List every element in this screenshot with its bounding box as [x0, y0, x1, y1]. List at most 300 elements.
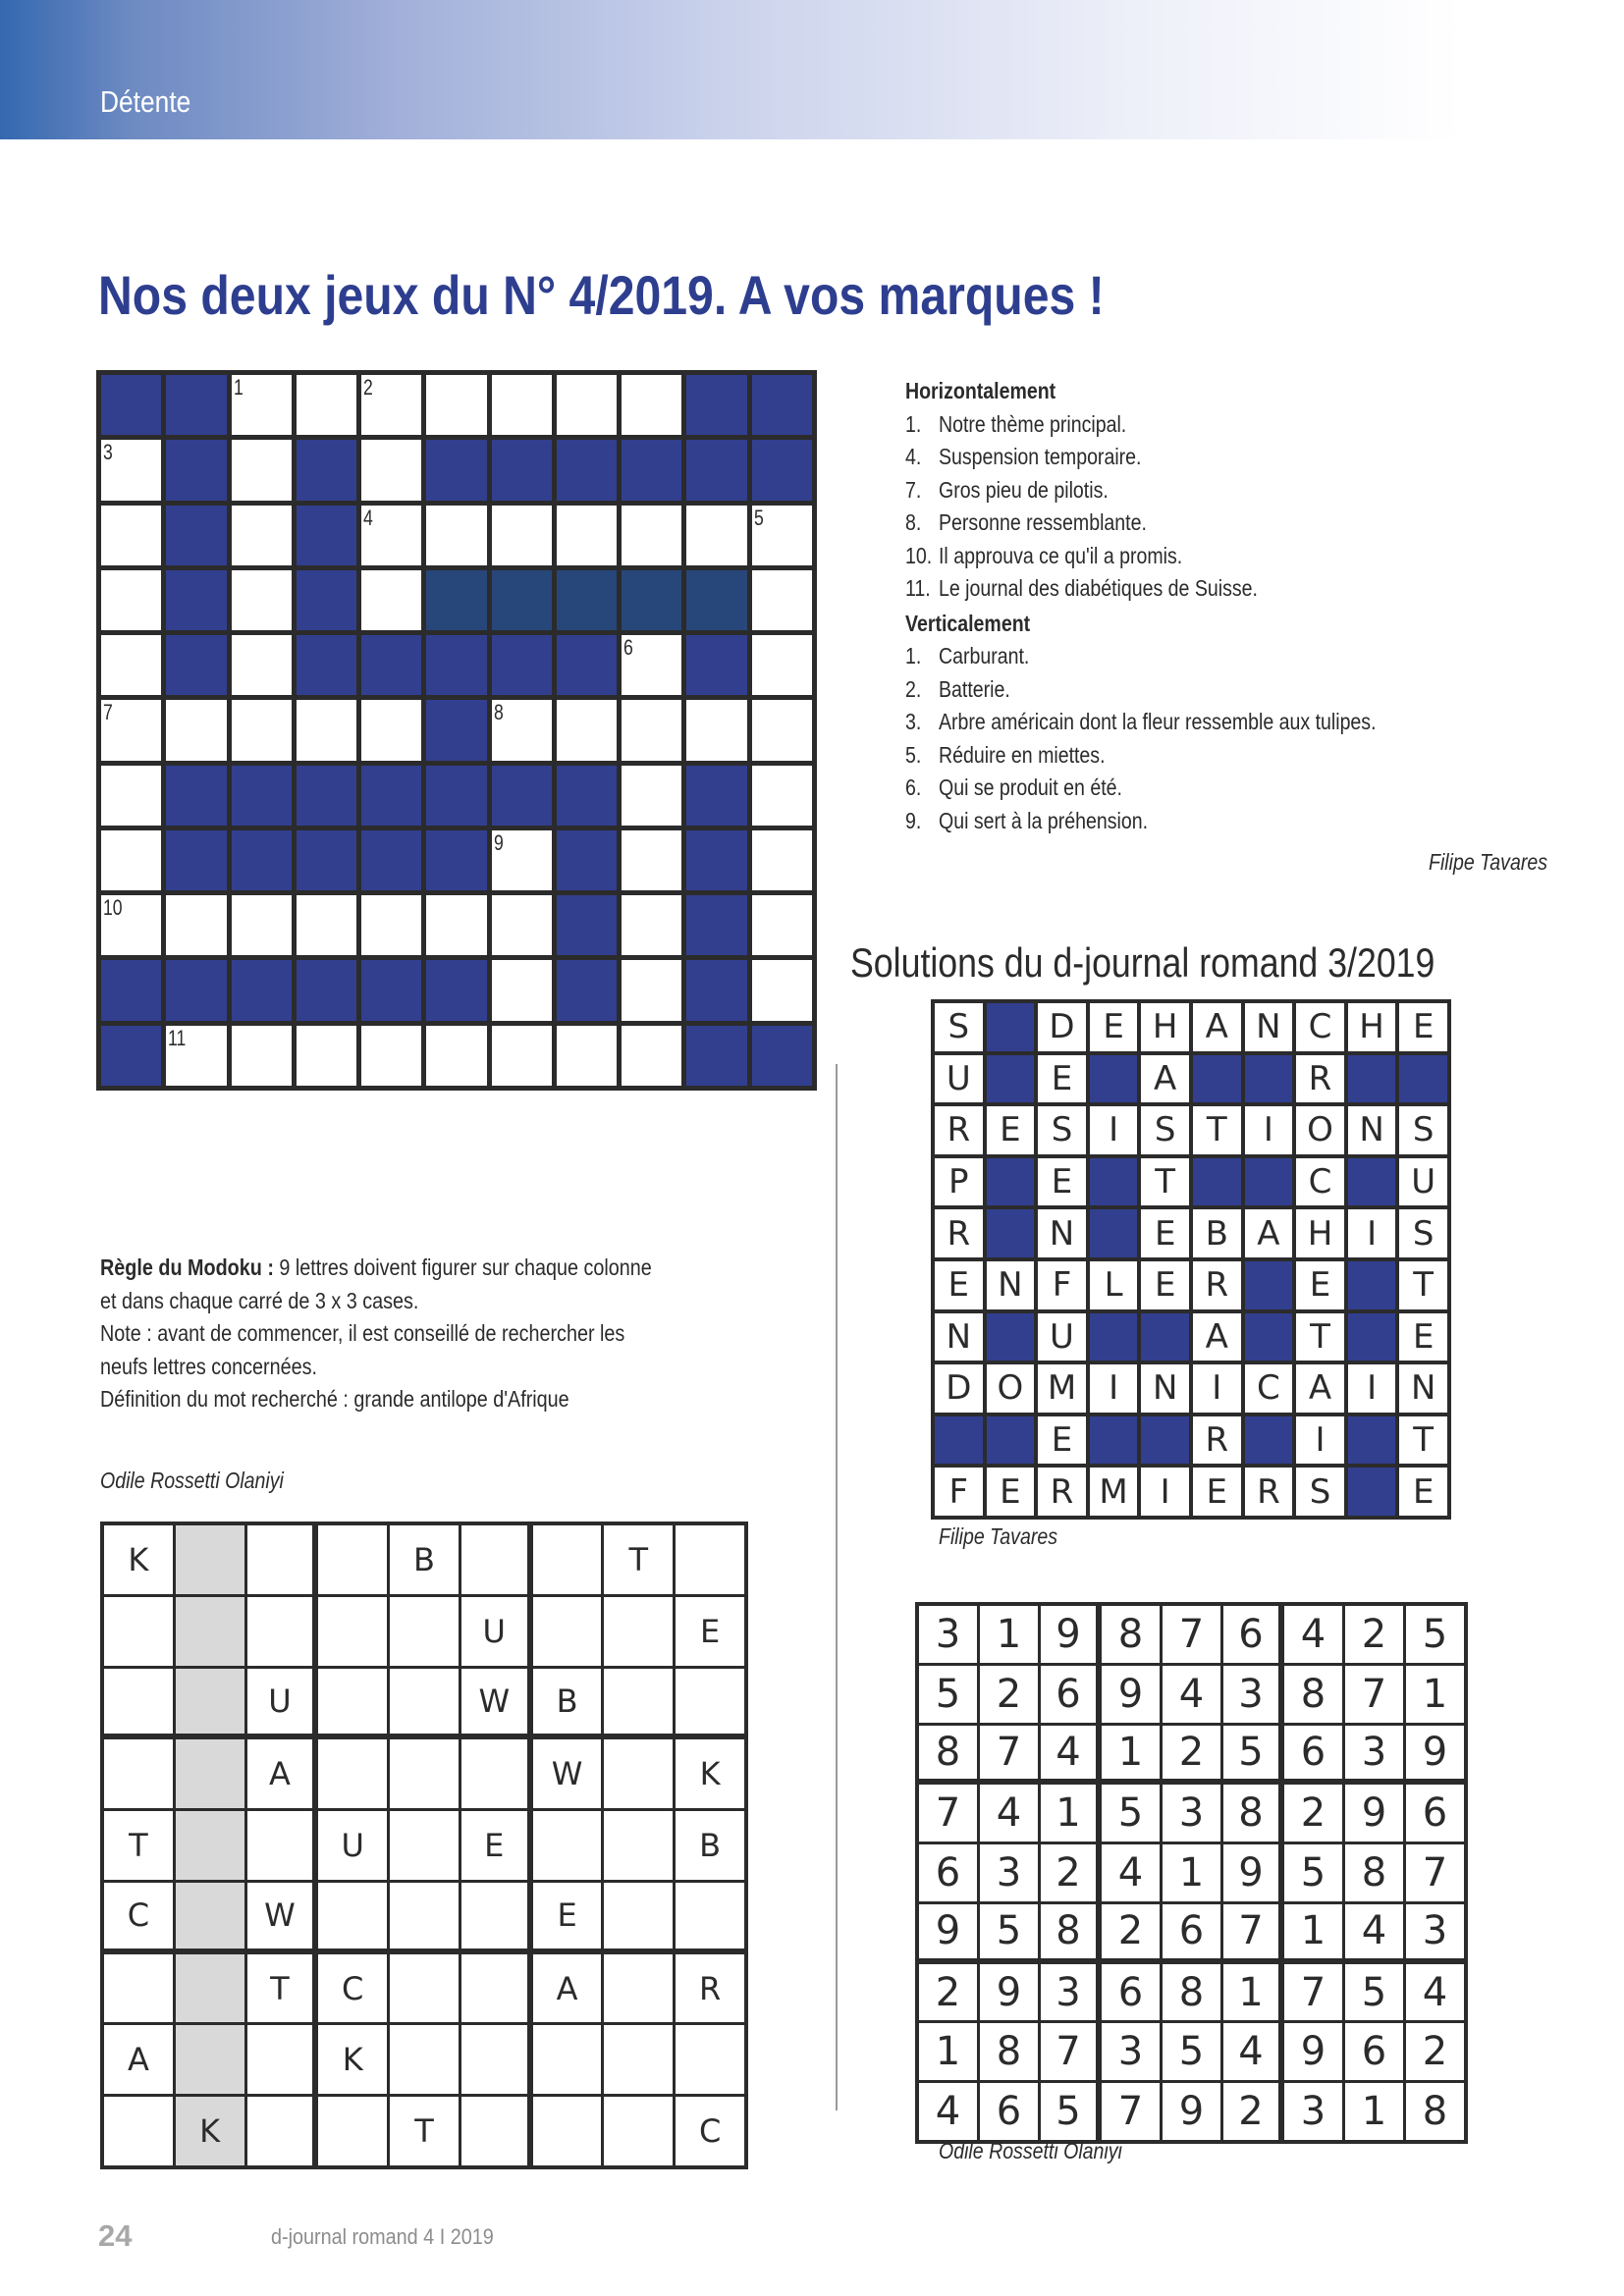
- modoku-cell[interactable]: [318, 1669, 387, 1735]
- modoku-cell[interactable]: [461, 1525, 527, 1594]
- solution-cell: C: [1296, 1158, 1344, 1206]
- modoku-cell[interactable]: [247, 1525, 313, 1594]
- solution-block: [987, 1055, 1035, 1103]
- modoku-cell[interactable]: [318, 2097, 387, 2165]
- modoku-cell[interactable]: T: [604, 1525, 673, 1594]
- modoku-cell[interactable]: [390, 1739, 459, 1808]
- sudoku-cell: 8: [980, 2023, 1038, 2080]
- clue-item-text: Le journal des diabétiques de Suisse.: [939, 575, 1258, 601]
- crossword-block: [166, 375, 226, 435]
- modoku-cell[interactable]: [533, 1811, 602, 1880]
- crossword-grid[interactable]: [96, 370, 817, 1091]
- modoku-cell[interactable]: [176, 2025, 244, 2094]
- solution-cell: F: [1038, 1261, 1086, 1309]
- crossword-block: [101, 1026, 161, 1086]
- modoku-note-line1: Note : avant de commencer, il est conseillé de rechercher les: [100, 1320, 625, 1346]
- modoku-cell[interactable]: [318, 1883, 387, 1949]
- crossword-cell[interactable]: [232, 635, 292, 695]
- crossword-cell[interactable]: [622, 375, 681, 435]
- crossword-cell[interactable]: [166, 1026, 226, 1086]
- clue-item-text: Il approuva ce qu'il a promis.: [939, 542, 1183, 568]
- sudoku-cell: 1: [1284, 1904, 1342, 1958]
- modoku-cell[interactable]: C: [676, 2097, 744, 2165]
- crossword-block: [426, 570, 486, 630]
- crossword-cell[interactable]: [622, 1026, 681, 1086]
- solution-block: [1348, 1158, 1396, 1206]
- crossword-block: [752, 440, 812, 500]
- clue-item-number: 7.: [905, 476, 922, 503]
- crossword-cell[interactable]: [361, 506, 421, 565]
- sudoku-cell: 5: [1406, 1606, 1464, 1663]
- crossword-cell[interactable]: [166, 700, 226, 760]
- solution-cell: T: [1399, 1261, 1447, 1309]
- clue-item: [905, 572, 1489, 606]
- clue-item-number: 6.: [905, 774, 922, 800]
- crossword-cell[interactable]: [557, 1026, 617, 1086]
- modoku-cell[interactable]: [676, 1525, 744, 1594]
- solution-cell: I: [1090, 1106, 1138, 1154]
- modoku-cell[interactable]: [461, 1883, 527, 1949]
- modoku-cell[interactable]: A: [533, 1954, 602, 2023]
- crossword-cell[interactable]: [686, 506, 746, 565]
- solution-cell: E: [1193, 1468, 1241, 1516]
- crossword-cell[interactable]: [297, 1026, 356, 1086]
- modoku-cell[interactable]: W: [247, 1883, 313, 1949]
- modoku-cell[interactable]: [104, 1739, 173, 1808]
- crossword-cell[interactable]: [622, 635, 681, 695]
- crossword-block: [297, 960, 356, 1020]
- sudoku-cell: 8: [1041, 1904, 1096, 1958]
- modoku-cell[interactable]: [104, 1954, 173, 2023]
- solution-cell: A: [1141, 1055, 1189, 1103]
- crossword-block: [492, 570, 552, 630]
- clue-number: 10: [103, 895, 123, 921]
- modoku-cell[interactable]: [676, 2025, 744, 2094]
- modoku-author: Odile Rossetti Olaniyi: [100, 1468, 284, 1493]
- crossword-block: [297, 506, 356, 565]
- modoku-cell[interactable]: [390, 1954, 459, 2023]
- modoku-cell[interactable]: [176, 1525, 244, 1594]
- crossword-block: [492, 766, 552, 826]
- clue-item-text: Carburant.: [939, 643, 1030, 668]
- crossword-cell[interactable]: [752, 700, 812, 760]
- sudoku-cell: 6: [919, 1844, 977, 1901]
- crossword-block: [101, 375, 161, 435]
- crossword-cell[interactable]: [361, 375, 421, 435]
- sudoku-cell: 7: [1284, 1964, 1342, 2021]
- crossword-cell[interactable]: [622, 700, 681, 760]
- modoku-cell[interactable]: A: [104, 2025, 173, 2094]
- modoku-cell[interactable]: B: [390, 1525, 459, 1594]
- crossword-cell[interactable]: [752, 506, 812, 565]
- crossword-cell[interactable]: [492, 1026, 552, 1086]
- crossword-cell[interactable]: [101, 570, 161, 630]
- solution-block: [987, 1003, 1035, 1051]
- solution-cell: A: [1193, 1313, 1241, 1362]
- crossword-block: [686, 635, 746, 695]
- crossword-block: [426, 960, 486, 1020]
- crossword-cell[interactable]: [297, 700, 356, 760]
- solution-block: [1348, 1468, 1396, 1516]
- modoku-cell[interactable]: U: [247, 1669, 313, 1735]
- sudoku-cell: 1: [1223, 1964, 1278, 2021]
- crossword-cell[interactable]: [492, 375, 552, 435]
- sudoku-cell: 3: [1345, 1726, 1403, 1780]
- clue-item: [905, 441, 1489, 474]
- modoku-cell[interactable]: [604, 2097, 673, 2165]
- modoku-cell[interactable]: [461, 1954, 527, 2023]
- crossword-cell[interactable]: [686, 700, 746, 760]
- crossword-cell[interactable]: [752, 895, 812, 955]
- modoku-cell[interactable]: K: [676, 1739, 744, 1808]
- clue-number: 11: [168, 1025, 187, 1050]
- modoku-cell[interactable]: [461, 2025, 527, 2094]
- solution-cell: U: [935, 1055, 983, 1103]
- crossword-cell[interactable]: [166, 895, 226, 955]
- sudoku-cell: 2: [1223, 2083, 1278, 2140]
- modoku-note-line2: neufs lettres concernées.: [100, 1353, 318, 1379]
- crossword-block: [752, 1026, 812, 1086]
- sudoku-cell: 4: [1406, 1964, 1464, 2021]
- modoku-cell[interactable]: [676, 1883, 744, 1949]
- solution-cell: E: [1296, 1261, 1344, 1309]
- solution-cell: A: [1193, 1003, 1241, 1051]
- solution-cell: T: [1193, 1106, 1241, 1154]
- modoku-cell[interactable]: [318, 1739, 387, 1808]
- solution-cell: E: [1399, 1468, 1447, 1516]
- clue-number: 2: [363, 375, 373, 400]
- clue-number: 6: [623, 635, 633, 661]
- solution-block: [1193, 1055, 1241, 1103]
- clue-item-text: Batterie.: [939, 675, 1010, 702]
- modoku-cell[interactable]: W: [533, 1739, 602, 1808]
- modoku-cell[interactable]: E: [676, 1597, 744, 1666]
- solution-cell: O: [1296, 1106, 1344, 1154]
- clue-item-text: Qui se produit en été.: [939, 774, 1122, 800]
- crossword-cell[interactable]: [426, 506, 486, 565]
- sudoku-cell: 7: [919, 1785, 977, 1842]
- sudoku-cell: 4: [1163, 1666, 1220, 1723]
- solution-block: [1399, 1055, 1447, 1103]
- crossword-cell[interactable]: [232, 506, 292, 565]
- crossword-cell[interactable]: [361, 895, 421, 955]
- sudoku-cell: 1: [1406, 1666, 1464, 1723]
- crossword-block: [297, 635, 356, 695]
- crossword-cell[interactable]: [232, 895, 292, 955]
- crossword-block: [166, 506, 226, 565]
- solution-cell: U: [1038, 1313, 1086, 1362]
- crossword-cell[interactable]: [622, 830, 681, 890]
- crossword-cell[interactable]: [426, 1026, 486, 1086]
- modoku-cell[interactable]: [604, 2025, 673, 2094]
- crossword-block: [686, 1026, 746, 1086]
- modoku-cell[interactable]: [533, 2097, 602, 2165]
- crossword-cell[interactable]: [101, 635, 161, 695]
- crossword-block: [361, 960, 421, 1020]
- crossword-block: [426, 700, 486, 760]
- sudoku-cell: 1: [980, 1606, 1038, 1663]
- crossword-block: [166, 440, 226, 500]
- solution-cell: C: [1245, 1364, 1293, 1413]
- modoku-cell[interactable]: [604, 1954, 673, 2023]
- crossword-cell[interactable]: [752, 830, 812, 890]
- crossword-cell[interactable]: [361, 700, 421, 760]
- crossword-cell[interactable]: [426, 375, 486, 435]
- clue-number: 7: [103, 700, 113, 725]
- clue-item-text: Qui sert à la préhension.: [939, 807, 1149, 833]
- modoku-cell[interactable]: [247, 1811, 313, 1880]
- crossword-block: [426, 635, 486, 695]
- solution-block: [1090, 1055, 1138, 1103]
- modoku-cell[interactable]: W: [461, 1669, 527, 1735]
- modoku-cell[interactable]: [318, 1525, 387, 1594]
- solution-cell: E: [1141, 1261, 1189, 1309]
- clue-number: 9: [493, 829, 504, 855]
- crossword-block: [297, 766, 356, 826]
- sudoku-cell: 9: [1163, 2083, 1220, 2140]
- solution-cell: E: [987, 1106, 1035, 1154]
- crossword-cell[interactable]: [101, 766, 161, 826]
- crossword-cell[interactable]: [492, 700, 552, 760]
- crossword-cell[interactable]: [752, 960, 812, 1020]
- solution-block: [1348, 1055, 1396, 1103]
- solution-cell: T: [1296, 1313, 1344, 1362]
- modoku-cell[interactable]: [461, 1739, 527, 1808]
- modoku-cell[interactable]: E: [461, 1811, 527, 1880]
- modoku-rule-text: 9 lettres doivent figurer sur chaque colonne: [273, 1255, 652, 1280]
- modoku-cell[interactable]: [461, 2097, 527, 2165]
- crossword-cell[interactable]: [297, 895, 356, 955]
- crossword-block: [752, 375, 812, 435]
- modoku-cell[interactable]: [104, 2097, 173, 2165]
- modoku-cell[interactable]: K: [318, 2025, 387, 2094]
- modoku-cell[interactable]: [176, 1739, 244, 1808]
- clue-item: [905, 706, 1489, 739]
- crossword-cell[interactable]: [752, 570, 812, 630]
- solution-cell: T: [1141, 1158, 1189, 1206]
- crossword-cell[interactable]: [101, 830, 161, 890]
- sudoku-cell: 9: [1102, 1666, 1160, 1723]
- sudoku-cell: 1: [1345, 2083, 1403, 2140]
- modoku-cell[interactable]: [604, 1597, 673, 1666]
- crossword-block: [166, 635, 226, 695]
- crossword-cell[interactable]: [492, 506, 552, 565]
- sudoku-cell: 9: [919, 1904, 977, 1958]
- across-clue-list: [905, 408, 1593, 606]
- sudoku-cell: 7: [1041, 2023, 1096, 2080]
- modoku-cell[interactable]: [104, 1597, 173, 1666]
- modoku-cell[interactable]: K: [104, 1525, 173, 1594]
- modoku-cell[interactable]: [676, 1669, 744, 1735]
- sudoku-cell: 9: [1406, 1726, 1464, 1780]
- modoku-cell[interactable]: U: [461, 1597, 527, 1666]
- clue-item: [905, 772, 1489, 805]
- crossword-cell[interactable]: [557, 700, 617, 760]
- crossword-cell[interactable]: [622, 506, 681, 565]
- sudoku-cell: 4: [1223, 2023, 1278, 2080]
- modoku-cell[interactable]: [390, 1669, 459, 1735]
- solution-cell: P: [935, 1158, 983, 1206]
- crossword-cell[interactable]: [101, 895, 161, 955]
- solution-block: [1245, 1416, 1293, 1465]
- solution-cell: S: [935, 1003, 983, 1051]
- modoku-cell[interactable]: [390, 2025, 459, 2094]
- modoku-cell[interactable]: [176, 1954, 244, 2023]
- solution-block: [1245, 1313, 1293, 1362]
- modoku-definition: Définition du mot recherché : grande antilope d'Afrique: [100, 1386, 569, 1412]
- clue-item-number: 4.: [905, 444, 922, 469]
- solution-cell: I: [1348, 1209, 1396, 1257]
- crossword-block: [557, 570, 617, 630]
- sudoku-cell: 9: [1345, 1785, 1403, 1842]
- crossword-cell[interactable]: [492, 960, 552, 1020]
- modoku-cell[interactable]: U: [318, 1811, 387, 1880]
- modoku-cell[interactable]: [533, 1525, 602, 1594]
- modoku-cell[interactable]: [533, 1597, 602, 1666]
- sudoku-cell: 6: [1223, 1606, 1278, 1663]
- crossword-cell[interactable]: [101, 440, 161, 500]
- clue-item: [905, 805, 1489, 838]
- solution-cell: I: [1245, 1106, 1293, 1154]
- clue-item-text: Arbre américain dont la fleur ressemble aux tulipes.: [939, 709, 1377, 734]
- crossword-cell[interactable]: [426, 895, 486, 955]
- sudoku-cell: 8: [1406, 2083, 1464, 2140]
- solution-cell: N: [987, 1261, 1035, 1309]
- modoku-cell[interactable]: [604, 1811, 673, 1880]
- modoku-cell[interactable]: T: [247, 1954, 313, 2023]
- crossword-cell[interactable]: [297, 375, 356, 435]
- clue-item-number: 10.: [905, 542, 933, 568]
- modoku-cell[interactable]: A: [247, 1739, 313, 1808]
- sudoku-cell: 9: [1041, 1606, 1096, 1663]
- sudoku-cell: 1: [1163, 1844, 1220, 1901]
- crossword-cell[interactable]: [622, 960, 681, 1020]
- sudoku-cell: 3: [1163, 1785, 1220, 1842]
- crossword-cell[interactable]: [361, 570, 421, 630]
- modoku-cell[interactable]: C: [318, 1954, 387, 2023]
- section-label: Détente: [100, 84, 191, 119]
- sudoku-cell: 4: [980, 1785, 1038, 1842]
- solutions-title: Solutions du d-journal romand 3/2019: [850, 939, 1435, 986]
- clue-item-number: 8.: [905, 509, 922, 535]
- modoku-rules: [100, 1252, 787, 1416]
- modoku-cell[interactable]: T: [390, 2097, 459, 2165]
- modoku-grid[interactable]: [100, 1522, 748, 2169]
- sudoku-cell: 6: [1345, 2023, 1403, 2080]
- clue-item-text: Gros pieu de pilotis.: [939, 476, 1109, 503]
- sudoku-cell: 6: [1284, 1726, 1342, 1780]
- modoku-cell[interactable]: [176, 1669, 244, 1735]
- solution-cell: N: [1038, 1209, 1086, 1257]
- modoku-cell[interactable]: [533, 2025, 602, 2094]
- modoku-cell[interactable]: B: [533, 1669, 602, 1735]
- modoku-cell[interactable]: [176, 1597, 244, 1666]
- crossword-cell[interactable]: [232, 700, 292, 760]
- crossword-author: Filipe Tavares: [1429, 849, 1547, 875]
- solution-cell: N: [1245, 1003, 1293, 1051]
- crossword-cell[interactable]: [232, 570, 292, 630]
- clue-number: 5: [753, 505, 764, 530]
- crossword-cell[interactable]: [492, 895, 552, 955]
- crossword-cell[interactable]: [557, 506, 617, 565]
- modoku-cell[interactable]: R: [676, 1954, 744, 2023]
- solution-block: [987, 1158, 1035, 1206]
- sudoku-cell: 1: [1041, 1785, 1096, 1842]
- clue-item-number: 9.: [905, 807, 922, 833]
- modoku-cell[interactable]: [604, 1669, 673, 1735]
- crossword-cell[interactable]: [361, 1026, 421, 1086]
- crossword-block: [686, 375, 746, 435]
- modoku-cell[interactable]: [247, 2097, 313, 2165]
- modoku-cell[interactable]: [318, 1597, 387, 1666]
- clue-item: [905, 640, 1489, 673]
- sudoku-cell: 6: [1406, 1785, 1464, 1842]
- crossword-cell[interactable]: [622, 766, 681, 826]
- modoku-cell[interactable]: C: [104, 1883, 173, 1949]
- modoku-cell[interactable]: [176, 1811, 244, 1880]
- modoku-cell[interactable]: [604, 1739, 673, 1808]
- page-title: Nos deux jeux du N° 4/2019. A vos marques !: [98, 264, 1105, 326]
- solution-cell: R: [1245, 1468, 1293, 1516]
- page-number: 24: [98, 2218, 133, 2253]
- modoku-cell[interactable]: [176, 1883, 244, 1949]
- modoku-cell[interactable]: K: [176, 2097, 244, 2165]
- solution-block: [1090, 1313, 1138, 1362]
- solution-cell: L: [1090, 1261, 1138, 1309]
- crossword-block: [557, 635, 617, 695]
- crossword-cell[interactable]: [232, 1026, 292, 1086]
- clue-item: [905, 507, 1489, 540]
- modoku-cell[interactable]: [604, 1883, 673, 1949]
- solution-cell: T: [1399, 1416, 1447, 1465]
- modoku-cell[interactable]: [247, 1597, 313, 1666]
- crossword-cell[interactable]: [492, 830, 552, 890]
- crossword-cell[interactable]: [752, 635, 812, 695]
- sudoku-cell: 9: [1284, 2023, 1342, 2080]
- crossword-cell[interactable]: [101, 700, 161, 760]
- clue-item-number: 5.: [905, 741, 922, 768]
- solution-crossword-author: Filipe Tavares: [939, 1523, 1057, 1549]
- modoku-cell[interactable]: B: [676, 1811, 744, 1880]
- modoku-cell[interactable]: [390, 1597, 459, 1666]
- crossword-cell[interactable]: [361, 440, 421, 500]
- solution-block: [987, 1313, 1035, 1362]
- modoku-cell[interactable]: [104, 1669, 173, 1735]
- crossword-cell[interactable]: [232, 375, 292, 435]
- modoku-cell[interactable]: E: [533, 1883, 602, 1949]
- crossword-block: [492, 635, 552, 695]
- crossword-cell[interactable]: [557, 375, 617, 435]
- modoku-cell[interactable]: [390, 1883, 459, 1949]
- crossword-cell[interactable]: [622, 895, 681, 955]
- sudoku-cell: 7: [980, 1726, 1038, 1780]
- crossword-cell[interactable]: [232, 440, 292, 500]
- modoku-cell[interactable]: T: [104, 1811, 173, 1880]
- solution-cell: E: [1038, 1055, 1086, 1103]
- modoku-cell[interactable]: [247, 2025, 313, 2094]
- solution-cell: E: [935, 1261, 983, 1309]
- crossword-cell[interactable]: [752, 766, 812, 826]
- crossword-cell[interactable]: [101, 506, 161, 565]
- crossword-block: [101, 960, 161, 1020]
- solution-cell: S: [1399, 1209, 1447, 1257]
- sudoku-cell: 3: [1284, 2083, 1342, 2140]
- solution-cell: S: [1399, 1106, 1447, 1154]
- modoku-cell[interactable]: [390, 1811, 459, 1880]
- solution-cell: I: [1141, 1468, 1189, 1516]
- sudoku-cell: 5: [1102, 1785, 1160, 1842]
- sudoku-cell: 7: [1345, 1666, 1403, 1723]
